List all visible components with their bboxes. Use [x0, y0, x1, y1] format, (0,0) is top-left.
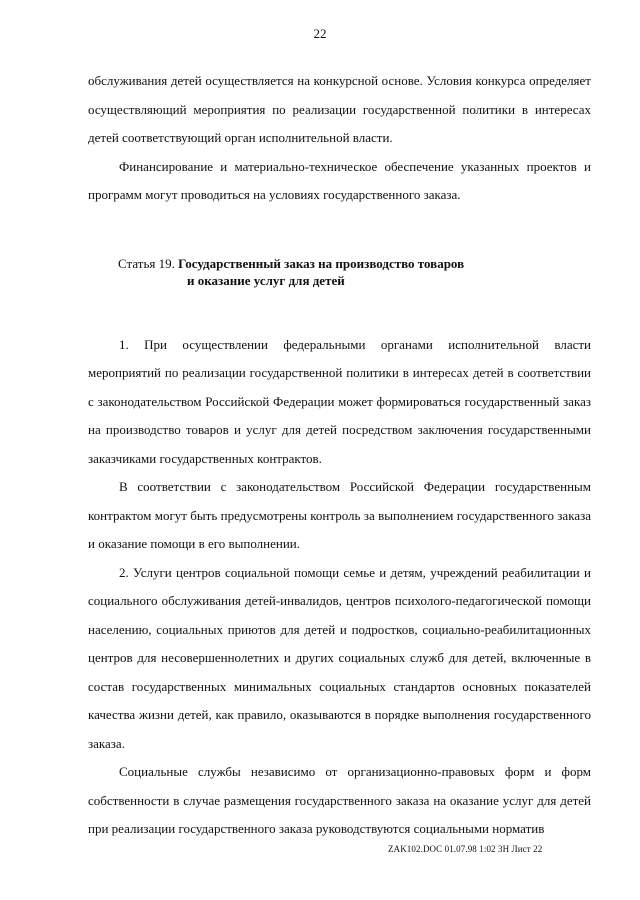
- page-number: 22: [313, 26, 327, 41]
- paragraph-continuation: обслуживания детей осуществляется на конкурсной основе. Условия конкурса определяет осуществляющий мероприятия по реализации государственной политики в интересах детей соответствующий орган исполнительной власти.: [88, 73, 591, 145]
- document-footer: ZAK102.DOC 01.07.98 1:02 3H Лист 22: [388, 844, 543, 854]
- document-body: [88, 67, 591, 844]
- paragraph-contract: В соответствии с законодательством Российской Федерации государственным контрактом могут быть предусмотрены контроль за выполнением государственного заказа и оказание помощи в его выполнении.: [88, 479, 591, 551]
- article-title-line-2: и оказание услуг для детей: [187, 272, 345, 288]
- paragraph-financing: Финансирование и материально-техническое обеспечение указанных проектов и программ могут проводиться на условиях государственного заказа.: [88, 158, 591, 202]
- article-heading: [118, 255, 591, 289]
- article-title-line-1: Государственный заказ на производство товаров: [178, 255, 465, 271]
- paragraph-clause-1: 1. При осуществлении федеральными органами исполнительной власти мероприятий по реализации государственной политики в интересах детей в соответствии с законодательством Российской Федерации может формироваться государственный заказ на производство товаров и услуг для детей посредством заключения государственными заказчиками государственных контрактов.: [88, 336, 591, 466]
- paragraph-social-services: Социальные службы независимо от организационно-правовых форм и форм собственности в случае размещения государственного заказа на оказание услуг для детей при реализации государственного заказа руководствуются социальными норматив: [88, 764, 591, 836]
- paragraph-clause-2: 2. Услуги центров социальной помощи семье и детям, учреждений реабилитации и социального обслуживания детей-инвалидов, центров психолого-педагогической помощи населению, социальных приютов для детей и подростков, социально-реабилитационных центров для несовершеннолетних и других социальных служб для детей, включенные в состав государственных минимальных социальных стандартов основных показателей качества жизни детей, как правило, оказываются в порядке выполнения государственного заказа.: [88, 564, 591, 751]
- article-label: Статья 19.: [118, 255, 175, 271]
